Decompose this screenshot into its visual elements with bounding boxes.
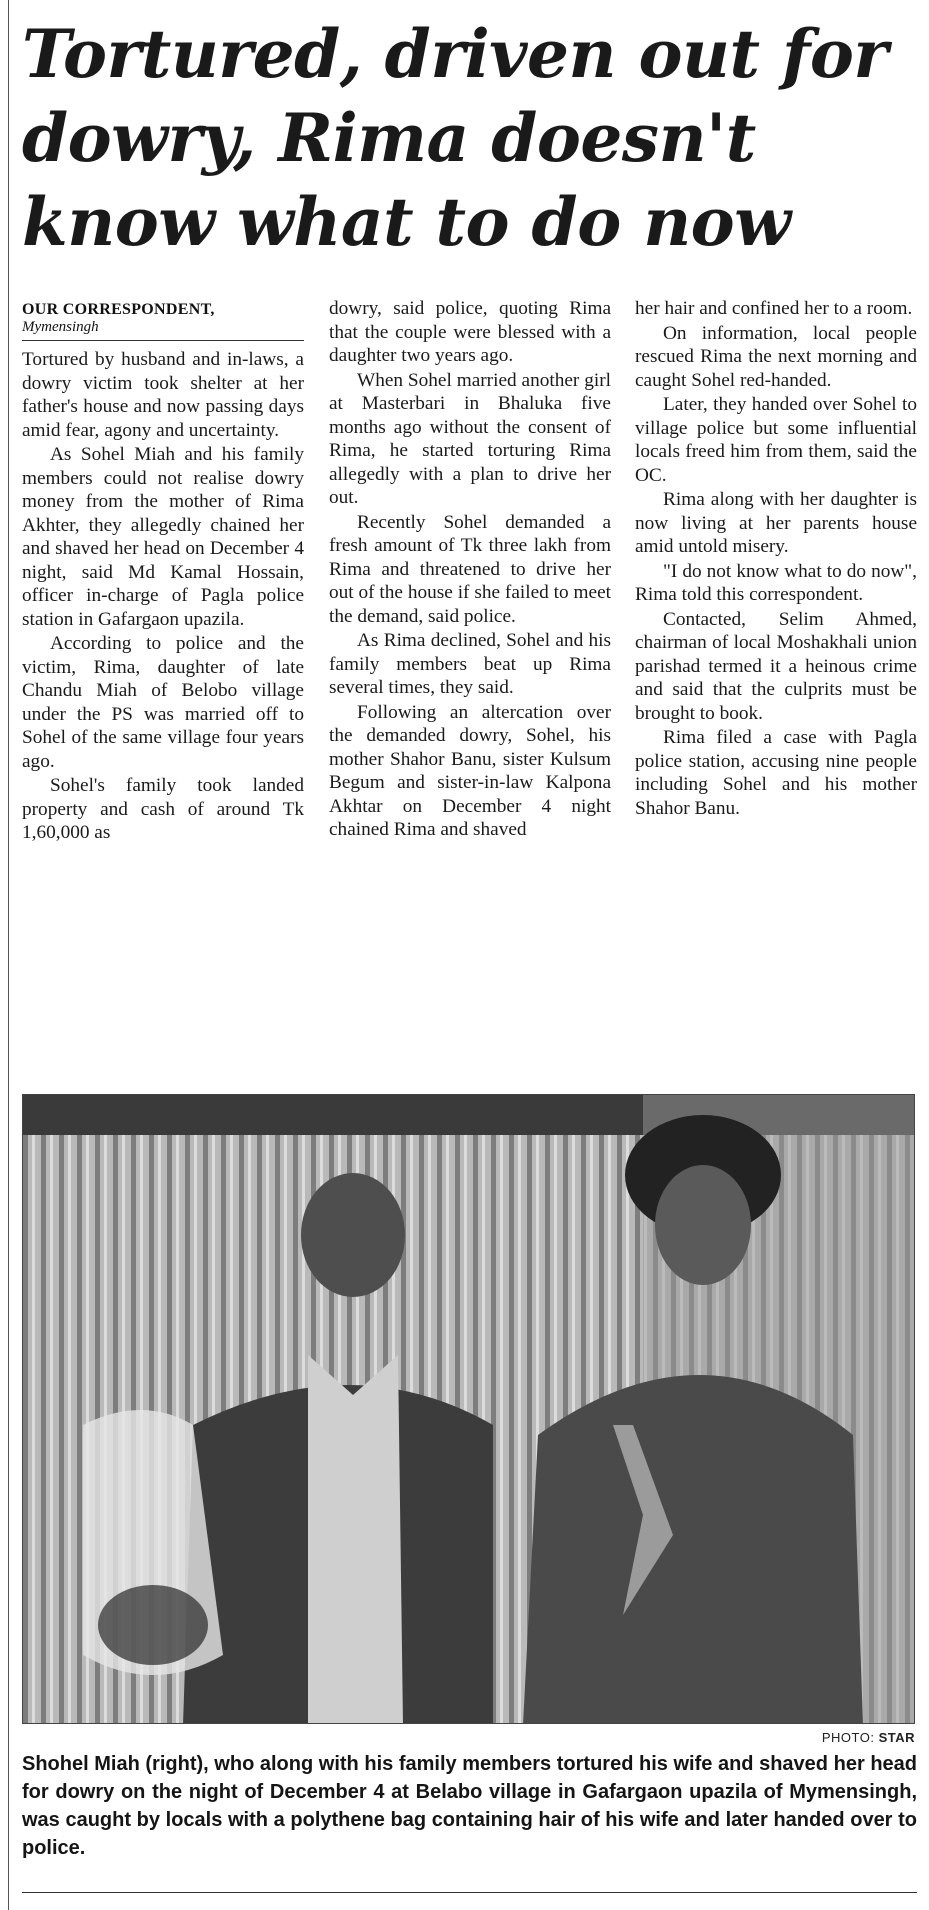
photo-credit xyxy=(822,1730,915,1745)
article-column-1 xyxy=(22,348,304,846)
byline-name: OUR CORRESPONDENT, xyxy=(22,301,215,318)
bottom-rule xyxy=(22,1892,917,1893)
news-photo xyxy=(22,1094,915,1724)
paragraph: When Sohel married another girl at Masterbari in Bhaluka five months ago without the consent of Rima, he started torturing Rima allegedly with a plan to drive her out. xyxy=(329,369,611,508)
byline xyxy=(22,301,304,341)
paragraph: Sohel's family took landed property and cash of around Tk 1,60,000 as xyxy=(22,775,304,843)
paragraph: As Rima declined, Sohel and his family members beat up Rima several times, they said. xyxy=(329,630,611,698)
paragraph: her hair and confined her to a room. xyxy=(635,298,913,319)
left-column-rule xyxy=(8,0,9,1910)
news-photo-illustration xyxy=(23,1095,915,1724)
paragraph: Contacted, Selim Ahmed, chairman of local Moshakhali union parishad termed it a heinous crime and said that the culprits must be brought to book. xyxy=(635,608,917,724)
paragraph: As Sohel Miah and his family members could not realise dowry money from the mother of Rima Akhter, they allegedly chained her and shaved her head on December 4 night, said Md Kamal Hossain, officer in-charge of Pagla police station in Gafargaon upazila. xyxy=(22,444,304,630)
headline-line-2: dowry, Rima doesn't xyxy=(22,99,756,177)
paragraph: Following an altercation over the demanded dowry, Sohel, his mother Shahor Banu, sister Kulsum Begum and sister-in-law Kalpona Akhtar on December 4 night chained Rima and shaved xyxy=(329,701,611,840)
paragraph: dowry, said police, quoting Rima that the couple were blessed with a daughter two years ago. xyxy=(329,298,611,366)
photo-credit-label: PHOTO: xyxy=(821,1730,875,1745)
paragraph: Tortured by husband and in-laws, a dowry victim took shelter at her father's house and now passing days amid fear, agony and uncertainty. xyxy=(22,349,304,441)
photo-caption: Shohel Miah (right), who along with his family members tortured his wife and shaved her head for dowry on the night of December 4 at Belabo village in Gafargaon upazila of Mymensingh, was caught by locals with a polythene bag containing hair of his wife and later handed over to police. xyxy=(22,1753,917,1859)
headline-line-3: know what to do now xyxy=(22,183,791,261)
photo-credit-source: STAR xyxy=(878,1730,915,1745)
paragraph: Recently Sohel demanded a fresh amount of Tk three lakh from Rima and threatened to drive her out of the house if she failed to meet the demand, said police. xyxy=(329,511,611,627)
byline-location: Mymensingh xyxy=(22,319,304,341)
paragraph: According to police and the victim, Rima, daughter of late Chandu Miah of Belobo village under the PS was married off to Sohel of the same village four years ago. xyxy=(22,633,304,772)
headline-line-1: Tortured, driven out for xyxy=(22,15,888,93)
article-column-2 xyxy=(329,297,611,843)
paragraph: On information, local people rescued Rima the next morning and caught Sohel red-handed. xyxy=(635,322,917,391)
paragraph: "I do not know what to do now", Rima told this correspondent. xyxy=(635,560,917,605)
paragraph: Rima along with her daughter is now living at her parents house amid untold misery. xyxy=(635,489,917,557)
article-column-3 xyxy=(635,297,917,821)
paragraph: Rima filed a case with Pagla police station, accusing nine people including Sohel and his mother Shahor Banu. xyxy=(635,727,917,819)
paragraph: Later, they handed over Sohel to village police but some influential locals freed him from them, said the OC. xyxy=(635,394,917,486)
headline xyxy=(22,12,922,264)
